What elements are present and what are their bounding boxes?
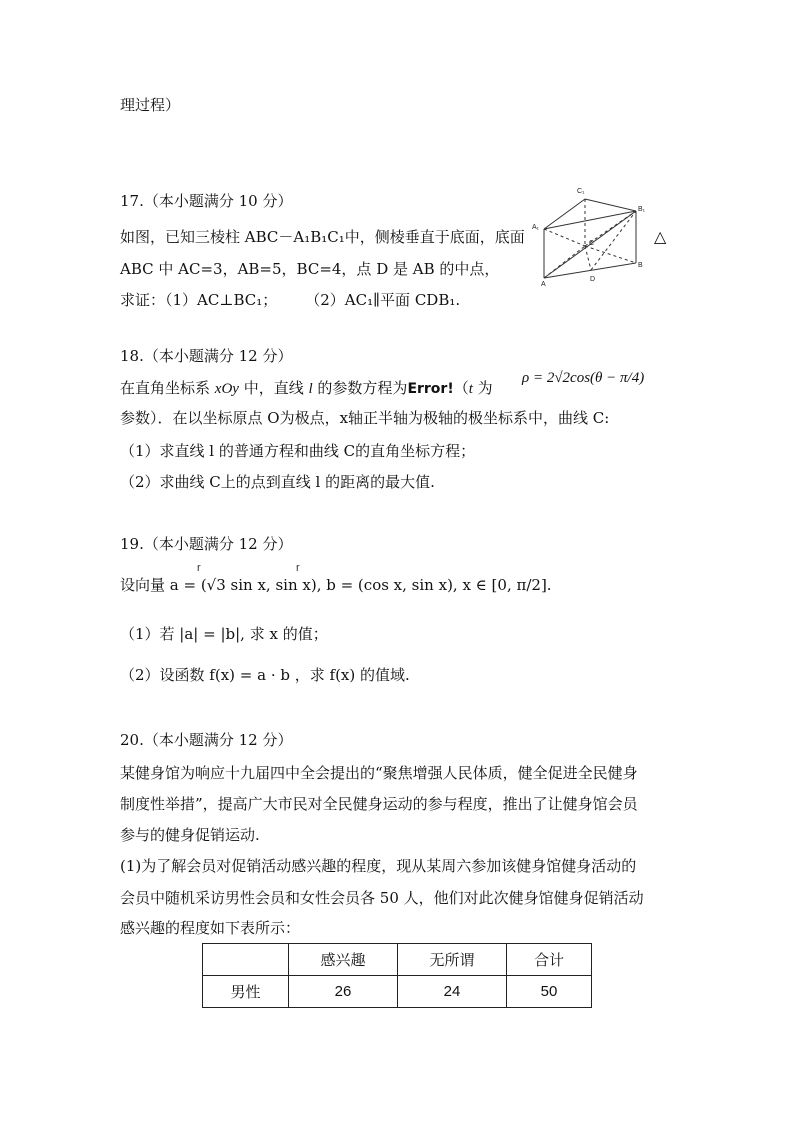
q18-line2: 参数）．在以坐标原点 O为极点，x轴正半轴为极轴的极坐标系中，曲线 C:: [120, 409, 610, 427]
q18-l1d: （: [453, 379, 469, 397]
table-row: [203, 976, 592, 1008]
q17-proof: [120, 290, 460, 310]
q20-p5: 会员中随机采访男性会员和女性会员各 50 人，他们对此次健身馆健身促销活动: [120, 889, 644, 907]
q18-t: t: [468, 381, 473, 397]
interest-table: [202, 943, 592, 1008]
table-cell: 24: [398, 976, 507, 1008]
label-B: B: [638, 262, 643, 269]
q18-item1: （1）求直线 l 的普通方程和曲线 C的直角坐标方程；: [120, 442, 476, 460]
q20-p6: 感兴趣的程度如下表所示：: [120, 919, 301, 937]
table-cell: 男性: [203, 976, 289, 1008]
table-header-cell: 无所谓: [398, 944, 507, 976]
q17-proof-2: （2）AC₁∥平面 CDB₁.: [305, 291, 461, 309]
table-header-cell: [203, 944, 289, 976]
label-D: D: [590, 276, 596, 283]
table-header-row: [203, 944, 592, 976]
q18-l: l: [308, 381, 313, 397]
table-header-cell: 感兴趣: [289, 944, 398, 976]
label-C: C: [589, 240, 595, 247]
q17-header: 17.（本小题满分 10 分）: [120, 192, 293, 210]
q20-p2: 制度性举措”，提高广大市民对全民健身运动的参与程度，推出了让健身馆会员: [120, 795, 638, 813]
q19-arrow-b: r: [296, 562, 300, 574]
q19-item2: （2）设函数 f(x) = a · b ，求 f(x) 的值域.: [120, 666, 410, 684]
q19-arrow-a: r: [197, 562, 201, 574]
q20-p1: 某健身馆为响应十九届四中全会提出的“聚焦增强人民体质，健全促进全民健身: [120, 764, 638, 782]
q18-l1e: 为: [472, 379, 493, 397]
label-A: A: [541, 281, 546, 288]
q18-xoy: xOy: [214, 381, 239, 397]
q18-l1b: 中，直线: [238, 379, 309, 397]
q19-vector-def: 设向量 a = (√3 sin x, sin x), b = (cos x, sin x), x ∈ [0, π/2].: [120, 576, 552, 594]
q20-p4: (1)为了解会员对促销活动感兴趣的程度，现从某周六参加该健身馆健身活动的: [120, 857, 637, 875]
q17-line2: ABC 中 AC=3，AB=5，BC=4，点 D 是 AB 的中点，: [120, 260, 500, 278]
q18-item2: （2）求曲线 C上的点到直线 l 的距离的最大值.: [120, 473, 435, 491]
q20-header: 20.（本小题满分 12 分）: [120, 731, 293, 749]
q20-p3: 参与的健身促销运动.: [120, 826, 260, 844]
q19-item1: （1）若 |a| = |b|, 求 x 的值；: [120, 625, 328, 643]
q18-l1a: 在直角坐标系: [120, 379, 215, 397]
label-A1: A₁: [532, 224, 540, 231]
label-C1: C₁: [577, 188, 585, 195]
triangle-mark: △: [654, 227, 667, 246]
label-B1: B₁: [638, 206, 646, 213]
table-header-cell: 合计: [507, 944, 592, 976]
q19-header: 19.（本小题满分 12 分）: [120, 535, 293, 553]
q18-header: 18.（本小题满分 12 分）: [120, 347, 293, 365]
q18-error: Error!: [407, 381, 454, 397]
q18-l1c: 的参数方程为: [312, 379, 408, 397]
q18-line1: [120, 378, 493, 399]
q17-line1: 如图，已知三棱柱 ABC－A₁B₁C₁中，侧棱垂直于底面，底面: [120, 228, 525, 246]
table-cell: 26: [289, 976, 398, 1008]
q17-proof-1: 求证：（1）AC⊥BC₁；: [120, 291, 278, 309]
continued-text: 理过程）: [120, 96, 181, 114]
q18-formula: ρ = 2√2cos(θ − π/4): [522, 370, 645, 386]
table-cell: 50: [507, 976, 592, 1008]
